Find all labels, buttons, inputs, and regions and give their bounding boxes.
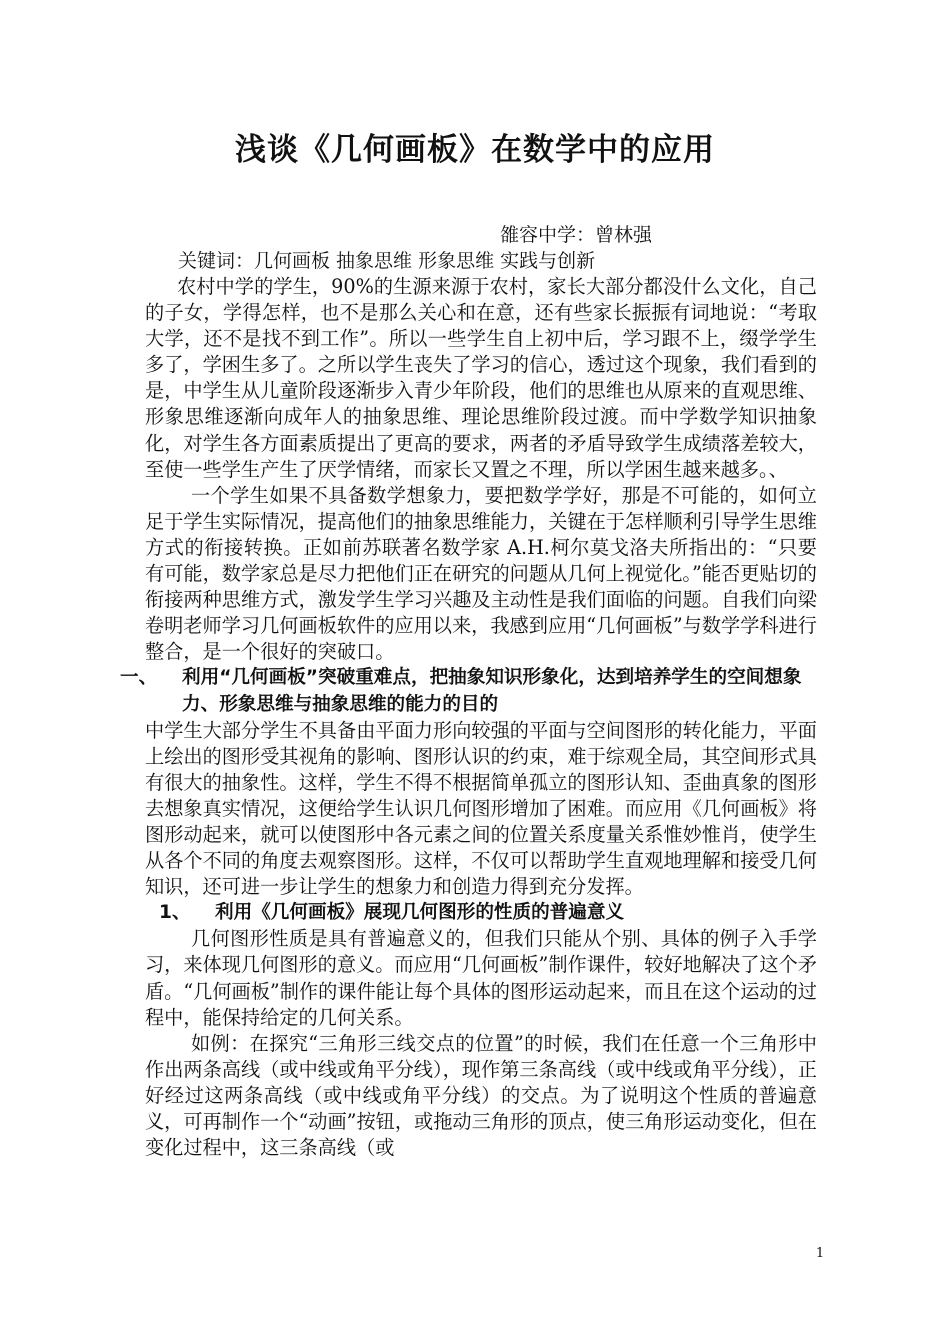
keywords-line: 关键词：几何画板 抽象思维 形象思维 实践与创新 [178, 250, 596, 272]
section-heading [120, 665, 817, 717]
paragraph-intro: 农村中学的学生，90%的生源来源于农村，家长大部分都没什么文化，自己的子女，学得怎样，也不是那么关心和在意，还有些家长振振有词地说：“考取大学，还不是找不到工作”。所以一些学生自上初中后，学习跟不上，缀学学生多了，学困生多了。之所以学生丧失了学习的信心，透过这个现象，我们看到的是，中学生从儿童阶段逐渐步入青少年阶段，他们的思维也从原来的直观思维、形象思维逐渐向成年人的抽象思维、理论思维阶段过渡。而中学数学知识抽象化，对学生各方面素质提出了更高的要求，两者的矛盾导致学生成绩落差较大，至使一些学生产生了厌学情绪，而家长又置之不理，所以学困生越来越多。、 [145, 275, 817, 481]
paragraph-imagination: 一个学生如果不具备数学想象力，要把数学学好，那是不可能的，如何立足于学生实际情况，提高他们的抽象思维能力，关键在于怎样顺利引导学生思维方式的衔接转换。正如前苏联著名数学家 A.H.柯尔莫戈洛夫所指出的：“只要有可能，数学家总是尽力把他们正在研究的问题从几何上视觉化。”能否更贴切的衔接两种思维方式，激发学生学习兴趣及主动性是我们面临的问题。自我们向梁卷明老师学习几何画板软件的应用以来，我感到应用“几何画板”与数学学科进行整合，是一个很好的突破口。 [145, 483, 817, 664]
section-number: 一、 [120, 667, 158, 689]
paragraph-example: 如例：在探究“三角形三线交点的位置”的时候，我们在任意一个三角形中作出两条高线（或中线或角平分线），现作第三条高线（或中线或角平分线），正好经过这两条高线（或中线或角平分线）的交点。为了说明这个性质的普遍意义，可再制作一个“动画”按钮，或拖动三角形的顶点，使三角形运动变化，但在变化过程中，这三条高线（或 [145, 1031, 817, 1160]
page-number: 1 [815, 1246, 825, 1261]
paragraph-properties: 几何图形性质是具有普遍意义的，但我们只能从个别、具体的例子入手学习，来体现几何图形的意义。而应用“几何画板”制作课件，较好地解决了这个矛盾。“几何画板”制作的课件能让每个具体的图形运动起来，而且在这个运动的过程中，能保持给定的几何关系。 [145, 927, 817, 1029]
subsection-heading [145, 900, 817, 926]
document-body [120, 274, 817, 1161]
subsection-heading-text: 利用《几何画板》展现几何图形的性质的普遍意义 [215, 902, 625, 924]
subsection-number: 1、 [159, 902, 191, 924]
paragraph-spatial: 中学生大部分学生不具备由平面力形向较强的平面与空间图形的转化能力，平面上绘出的图形受其视角的影响、图形认识的约束，难于综观全局，其空间形式具有很大的抽象性。这样，学生不得不根据简单孤立的图形认知、歪曲真象的图形去想象真实情况，这便给学生认识几何图形增加了困难。而应用《几何画板》将图形动起来，就可以使图形中各元素之间的位置关系度量关系惟妙惟肖，使学生从各个不同的角度去观察图形。这样，不仅可以帮助学生直观地理解和接受几何知识，还可进一步让学生的想象力和创造力得到充分发挥。 [145, 718, 817, 899]
document-title: 浅谈《几何画板》在数学中的应用 [235, 132, 715, 168]
section-heading-text: 利用“几何画板”突破重难点，把抽象知识形象化，达到培养学生的空间想象力、形象思维与抽象思维的能力的目的 [182, 667, 802, 715]
author-line: 雒容中学：曾林强 [500, 224, 653, 246]
